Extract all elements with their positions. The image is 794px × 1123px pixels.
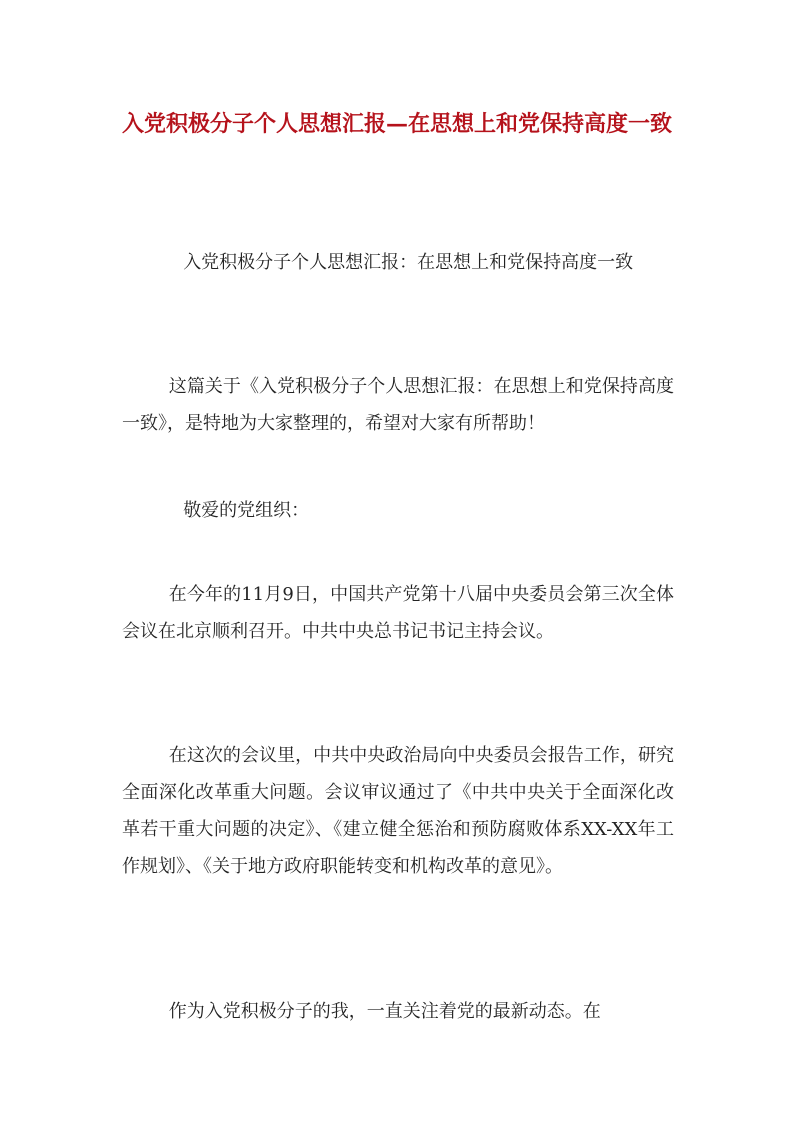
body-paragraph-1: 在今年的11月9日，中国共产党第十八届中央委员会第三次全体会议在北京顺利召开。中共中央总书记书记主持会议。 xyxy=(122,584,674,642)
body-paragraph-3: 作为入党积极分子的我，一直关注着党的最新动态。在 xyxy=(168,1001,601,1022)
document-title: 入党积极分子个人思想汇报—在思想上和党保持高度一致 xyxy=(121,111,672,137)
salutation: 敬爱的党组织： xyxy=(183,500,310,521)
subtitle-paragraph: 入党积极分子个人思想汇报：在思想上和党保持高度一致 xyxy=(183,252,634,273)
body-paragraph-2: 在这次的会议里，中共中央政治局向中央委员会报告工作，研究全面深化改革重大问题。会议审议通过了《中共中央关于全面深化改革若干重大问题的决定》、《建立健全惩治和预防腐败体系XX-XX年工作规划》、《关于地方政府职能转变和机构改革的意见》。 xyxy=(122,745,674,877)
intro-paragraph: 这篇关于《入党积极分子个人思想汇报：在思想上和党保持高度一致》，是特地为大家整理的，希望对大家有所帮助！ xyxy=(122,376,674,434)
